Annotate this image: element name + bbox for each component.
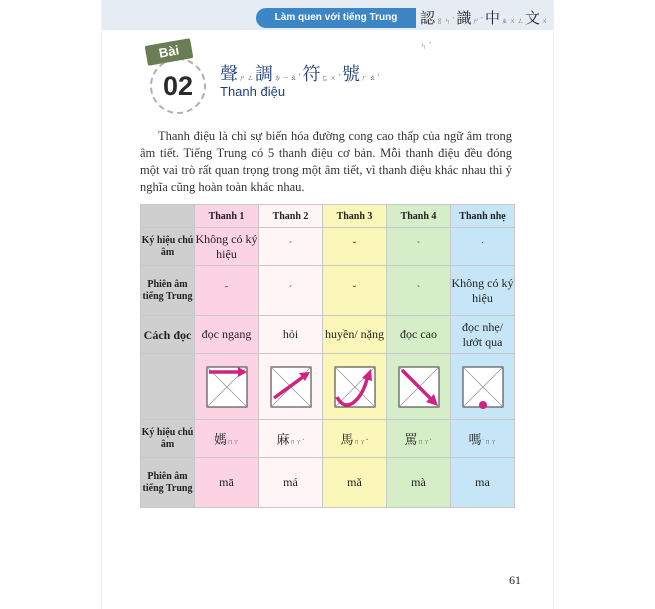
example-char: 嗎˙ㄇㄚ: [451, 420, 515, 458]
table-cell: ˊ: [259, 228, 323, 266]
lesson-title-zhuyin: ㄈㄨˊ: [321, 74, 342, 82]
table-row: [141, 266, 515, 316]
table-cell: ˋ: [387, 228, 451, 266]
row-label: Ký hiệu chú âm: [141, 228, 195, 266]
table-cell: mà: [387, 458, 451, 508]
table-cell: ˋ: [387, 266, 451, 316]
lesson-title-zhuyin: ㄏㄠˋ: [361, 74, 382, 82]
lesson-title-char: 聲: [220, 64, 239, 85]
tone-diagram-cell: [387, 354, 451, 420]
table-cell: Không có ký hiệu: [195, 228, 259, 266]
lesson-title-vn: Thanh điệu: [220, 84, 286, 99]
table-header-row: [141, 205, 515, 228]
book-title-char: 中: [485, 9, 502, 27]
table-row: [141, 316, 515, 354]
tone-diagram-cell: [195, 354, 259, 420]
intro-paragraph: Thanh điệu là chỉ sự biến hóa đường cong cao thấp của ngữ âm trong âm tiết. Tiếng Trung có 5 thanh điệu cơ bản. Mỗi thanh điệu đều đóng một vai trò rất quan trọng trong một âm tiết, vì thanh điệu khác nhau thì ý nghĩa cũng hoàn toàn khác nhau.: [140, 129, 512, 194]
table-cell: đọc ngang: [195, 316, 259, 354]
table-cell: ˊ: [259, 266, 323, 316]
lesson-title-cn: [220, 60, 382, 86]
lesson-title-char: 調: [255, 64, 274, 85]
column-header: Thanh 1: [195, 205, 259, 228]
table-cell: ma: [451, 458, 515, 508]
book-title-zhuyin: ㄓㄨㄥ: [501, 17, 526, 25]
lesson-title-char: 號: [342, 64, 361, 85]
book-title-zhuyin: ㄨㄣˊ: [420, 17, 550, 50]
table-row: [141, 354, 515, 420]
table-cell: ˉ: [195, 266, 259, 316]
example-char: 馬ㄇㄚˇ: [323, 420, 387, 458]
tone3-dip-rise-arrow-icon: [333, 365, 377, 409]
lesson-number: 02: [162, 71, 194, 101]
row-label: Phiên âm tiếng Trung: [141, 458, 195, 508]
table-cell: huyền/ nặng: [323, 316, 387, 354]
example-char: 罵ㄇㄚˋ: [387, 420, 451, 458]
table-row: [141, 228, 515, 266]
tone4-falling-arrow-icon: [397, 365, 441, 409]
lesson-tag: Bài: [145, 38, 194, 66]
tone1-level-arrow-icon: [205, 365, 249, 409]
row-label: Ký hiệu chú âm: [141, 420, 195, 458]
tone-table: [140, 204, 515, 508]
table-cell: đọc nhẹ/ lướt qua: [451, 316, 515, 354]
book-title-char: 認: [420, 9, 437, 27]
table-cell: Không có ký hiệu: [451, 266, 515, 316]
column-header: Thanh 3: [323, 205, 387, 228]
row-label-empty: [141, 354, 195, 420]
table-cell: má: [259, 458, 323, 508]
page-number: 61: [509, 573, 521, 587]
table-row: [141, 458, 515, 508]
lesson-title-zhuyin: ㄕㄥ: [239, 74, 255, 82]
example-char: 媽ㄇㄚ: [195, 420, 259, 458]
table-cell: ˇ: [323, 228, 387, 266]
row-label: Phiên âm tiếng Trung: [141, 266, 195, 316]
lesson-title-char: 符: [302, 64, 322, 85]
table-cell: hỏi: [259, 316, 323, 354]
neutral-tone-dot-icon: [461, 365, 505, 409]
table-corner: [141, 205, 195, 228]
table-cell: ˙: [451, 228, 515, 266]
book-title-zhuyin: ㄖㄣˋ: [436, 17, 457, 25]
tone2-rising-arrow-icon: [269, 365, 313, 409]
tone-diagram-cell: [451, 354, 515, 420]
tone-diagram-cell: [259, 354, 323, 420]
book-page: [102, 0, 553, 609]
column-header: Thanh nhẹ: [451, 205, 515, 228]
header-section-label: Làm quen với tiếng Trung: [256, 8, 416, 28]
table-cell: mā: [195, 458, 259, 508]
table-row: [141, 420, 515, 458]
tone-diagram-cell: [323, 354, 387, 420]
book-title-zhuyin: ㄕˋ: [472, 17, 486, 25]
lesson-title-zhuyin: ㄉㄧㄠˋ: [274, 74, 303, 82]
table-cell: mǎ: [323, 458, 387, 508]
column-header: Thanh 4: [387, 205, 451, 228]
column-header: Thanh 2: [259, 205, 323, 228]
row-label: Cách đọc: [141, 316, 195, 354]
example-char: 麻ㄇㄚˊ: [259, 420, 323, 458]
table-cell: đọc cao: [387, 316, 451, 354]
book-title-char: 文: [525, 9, 542, 27]
book-title-char: 識: [456, 9, 473, 27]
book-title-cn: [420, 7, 553, 50]
table-cell: ˇ: [323, 266, 387, 316]
